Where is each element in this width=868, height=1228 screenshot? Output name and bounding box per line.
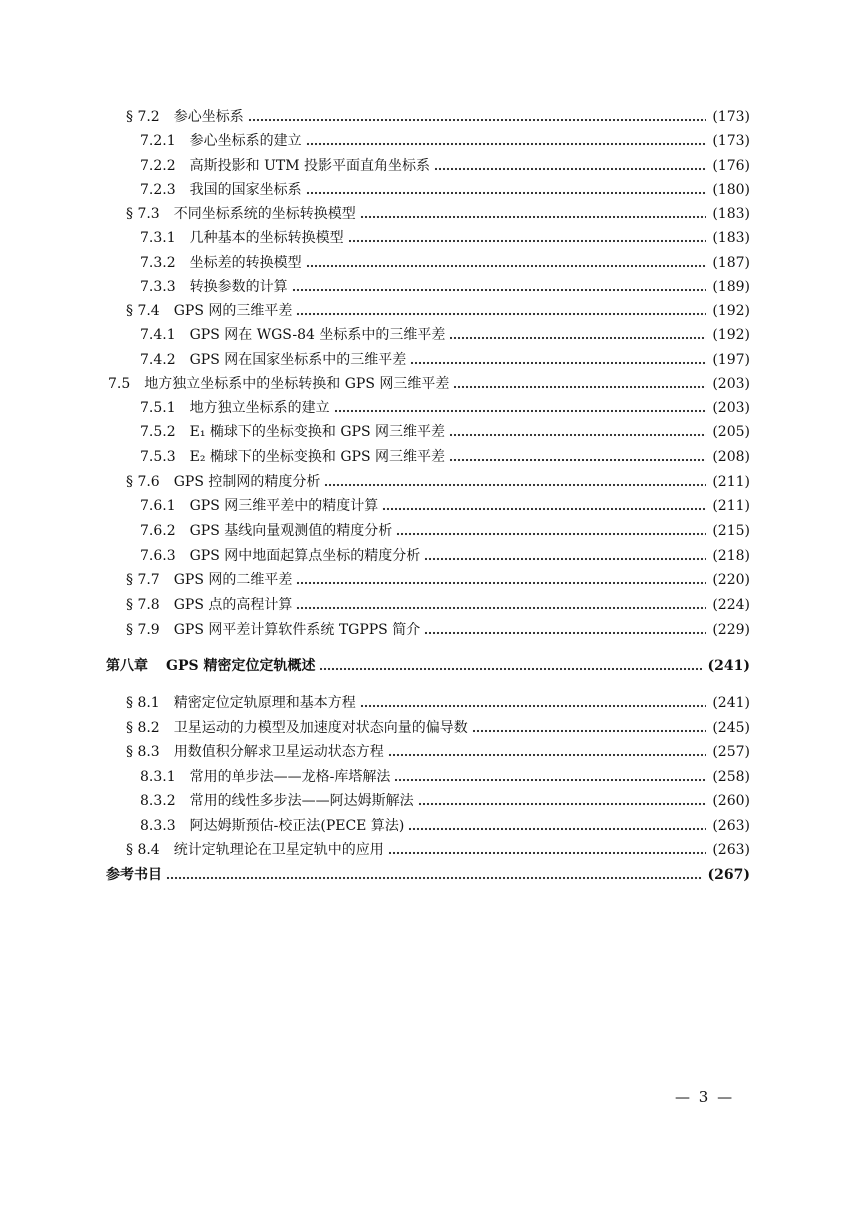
- entry-number: 7.3.2: [140, 255, 176, 271]
- entry-title: 我国的国家坐标系: [189, 182, 302, 198]
- entry-title: 精密定位定轨原理和基本方程: [173, 695, 356, 711]
- entry-number: § 8.2: [126, 720, 160, 736]
- toc-entry-references[interactable]: [106, 863, 750, 887]
- dot-leader: [360, 691, 707, 715]
- entry-page: (189): [712, 279, 750, 295]
- references-page: (267): [707, 867, 750, 883]
- toc-entry-7-5-3[interactable]: [140, 445, 750, 469]
- entry-number: 7.5.2: [140, 424, 176, 440]
- entry-title: GPS 网的二维平差: [173, 572, 293, 588]
- entry-number: § 7.2: [126, 109, 160, 125]
- entry-number: 7.4.1: [140, 327, 176, 343]
- toc-entry-7-5-2[interactable]: [140, 420, 750, 444]
- entry-title: GPS 控制网的精度分析: [173, 474, 321, 490]
- entry-page: (263): [712, 842, 750, 858]
- entry-title: E₁ 椭球下的坐标变换和 GPS 网三维平差: [189, 424, 446, 440]
- entry-title: 参心坐标系: [173, 109, 244, 125]
- entry-title: 参心坐标系的建立: [189, 133, 302, 149]
- entry-page: (218): [712, 548, 750, 564]
- dot-leader: [296, 568, 706, 592]
- entry-title: E₂ 椭球下的坐标变换和 GPS 网三维平差: [189, 449, 446, 465]
- entry-page: (260): [712, 793, 750, 809]
- toc-entry-7-3[interactable]: [126, 202, 750, 226]
- toc-entry-8-3[interactable]: [126, 740, 750, 764]
- dot-leader: [388, 740, 707, 764]
- entry-number: 7.6.2: [140, 523, 176, 539]
- entry-page: (180): [712, 182, 750, 198]
- entry-number: § 7.8: [126, 597, 160, 613]
- entry-number: § 8.3: [126, 744, 160, 760]
- entry-page: (220): [712, 572, 750, 588]
- entry-title: GPS 网在 WGS-84 坐标系中的三维平差: [189, 327, 446, 343]
- entry-title: 卫星运动的力模型及加速度对状态向量的偏导数: [173, 720, 468, 736]
- dot-leader: [418, 789, 707, 813]
- entry-page: (187): [712, 255, 750, 271]
- entry-title: GPS 网三维平差中的精度计算: [189, 498, 379, 514]
- entry-page: (258): [712, 769, 750, 785]
- toc-entry-8-4[interactable]: [126, 838, 750, 862]
- entry-title: 几种基本的坐标转换模型: [189, 230, 344, 246]
- toc-entry-7-9[interactable]: [126, 618, 750, 642]
- dot-leader: [382, 494, 706, 518]
- dot-leader: [360, 202, 707, 226]
- dot-leader: [424, 544, 706, 568]
- dot-leader: [292, 275, 707, 299]
- dot-leader: [396, 519, 706, 543]
- toc-entry-7-3-2[interactable]: [140, 251, 750, 275]
- toc-entry-7-5[interactable]: [108, 372, 750, 396]
- dot-leader: [434, 154, 706, 178]
- toc-entry-7-6[interactable]: [126, 470, 750, 494]
- entry-page: (229): [712, 622, 750, 638]
- entry-page: (203): [712, 376, 750, 392]
- dot-leader: [306, 251, 707, 275]
- entry-title: GPS 基线向量观测值的精度分析: [189, 523, 393, 539]
- toc-entry-8-3-2[interactable]: [140, 789, 750, 813]
- references-title: 参考书目: [106, 867, 162, 883]
- dot-leader: [449, 323, 706, 347]
- entry-page: (208): [712, 449, 750, 465]
- entry-page: (176): [712, 158, 750, 174]
- toc-entry-7-6-3[interactable]: [140, 544, 750, 568]
- entry-title: GPS 网中地面起算点坐标的精度分析: [189, 548, 421, 564]
- entry-number: § 7.9: [126, 622, 160, 638]
- dot-leader: [408, 814, 706, 838]
- entry-title: 高斯投影和 UTM 投影平面直角坐标系: [189, 158, 430, 174]
- entry-number: § 7.7: [126, 572, 160, 588]
- entry-page: (245): [712, 720, 750, 736]
- entry-number: 8.3.1: [140, 769, 176, 785]
- dot-leader: [296, 299, 706, 323]
- entry-title: 常用的单步法——龙格-库塔解法: [189, 769, 391, 785]
- entry-page: (211): [712, 474, 750, 490]
- entry-number: 7.5.1: [140, 400, 176, 416]
- toc-entry-7-4[interactable]: [126, 299, 750, 323]
- dot-leader: [319, 654, 701, 678]
- entry-page: (224): [712, 597, 750, 613]
- entry-number: 7.2.2: [140, 158, 176, 174]
- entry-page: (241): [712, 695, 750, 711]
- entry-title: GPS 网在国家坐标系中的三维平差: [189, 352, 407, 368]
- dot-leader: [388, 838, 707, 862]
- dot-leader: [348, 226, 707, 250]
- chapter-title: GPS 精密定位定轨概述: [166, 658, 316, 674]
- dot-leader: [306, 178, 707, 202]
- entry-number: 7.2.3: [140, 182, 176, 198]
- entry-page: (192): [712, 327, 750, 343]
- dot-leader: [410, 348, 706, 372]
- entry-number: § 8.1: [126, 695, 160, 711]
- entry-page: (183): [712, 206, 750, 222]
- entry-number: 7.5.3: [140, 449, 176, 465]
- toc-entry-8-2[interactable]: [126, 716, 750, 740]
- toc-entry-7-6-2[interactable]: [140, 519, 750, 543]
- entry-number: 7.6.3: [140, 548, 176, 564]
- dot-leader: [394, 765, 706, 789]
- dot-leader: [166, 863, 702, 887]
- dot-leader: [449, 420, 706, 444]
- entry-number: § 7.4: [126, 303, 160, 319]
- toc-entry-7-2-1[interactable]: [140, 129, 750, 153]
- entry-page: (257): [712, 744, 750, 760]
- toc-chapter-8[interactable]: [106, 654, 750, 678]
- entry-title: 坐标差的转换模型: [189, 255, 302, 271]
- dot-leader: [306, 129, 707, 153]
- toc-entry-7-7[interactable]: [126, 568, 750, 592]
- entry-title: GPS 网平差计算软件系统 TGPPS 简介: [173, 622, 421, 638]
- toc-entry-7-2-3[interactable]: [140, 178, 750, 202]
- entry-title: GPS 点的高程计算: [173, 597, 293, 613]
- entry-number: § 8.4: [126, 842, 160, 858]
- toc-entry-7-2[interactable]: [126, 105, 750, 129]
- entry-title: 转换参数的计算: [189, 279, 288, 295]
- toc-entry-8-3-1[interactable]: [140, 765, 750, 789]
- entry-number: 7.4.2: [140, 352, 176, 368]
- entry-title: 阿达姆斯预估-校正法(PECE 算法): [189, 818, 405, 834]
- entry-page: (197): [712, 352, 750, 368]
- entry-number: 7.3.3: [140, 279, 176, 295]
- entry-number: 8.3.2: [140, 793, 176, 809]
- entry-number: § 7.3: [126, 206, 160, 222]
- entry-title: 不同坐标系统的坐标转换模型: [173, 206, 356, 222]
- toc-entry-7-4-1[interactable]: [140, 323, 750, 347]
- dot-leader: [334, 396, 707, 420]
- entry-number: 8.3.3: [140, 818, 176, 834]
- entry-title: 统计定轨理论在卫星定轨中的应用: [173, 842, 384, 858]
- dot-leader: [296, 593, 706, 617]
- entry-page: (173): [712, 133, 750, 149]
- entry-number: 7.5: [108, 376, 131, 392]
- dot-leader: [449, 445, 706, 469]
- entry-number: § 7.6: [126, 474, 160, 490]
- entry-page: (203): [712, 400, 750, 416]
- toc-entry-8-3-3[interactable]: [140, 814, 750, 838]
- dot-leader: [424, 618, 706, 642]
- entry-title: 用数值积分解求卫星运动状态方程: [173, 744, 384, 760]
- entry-title: GPS 网的三维平差: [173, 303, 293, 319]
- toc-entry-7-3-3[interactable]: [140, 275, 750, 299]
- entry-page: (173): [712, 109, 750, 125]
- chapter-page: (241): [707, 658, 750, 674]
- entry-page: (183): [712, 230, 750, 246]
- toc-entry-7-4-2[interactable]: [140, 348, 750, 372]
- entry-title: 地方独立坐标系中的坐标转换和 GPS 网三维平差: [144, 376, 450, 392]
- entry-number: 7.3.1: [140, 230, 176, 246]
- entry-page: (263): [712, 818, 750, 834]
- toc-entry-7-2-2[interactable]: [140, 154, 750, 178]
- entry-number: 7.2.1: [140, 133, 176, 149]
- entry-page: (205): [712, 424, 750, 440]
- chapter-number: 第八章: [106, 658, 148, 674]
- toc-entry-8-1[interactable]: [126, 691, 750, 715]
- dot-leader: [324, 470, 706, 494]
- toc-entry-7-8[interactable]: [126, 593, 750, 617]
- entry-title: 常用的线性多步法——阿达姆斯解法: [189, 793, 414, 809]
- entry-number: 7.6.1: [140, 498, 176, 514]
- dot-leader: [472, 716, 707, 740]
- entry-page: (211): [712, 498, 750, 514]
- entry-title: 地方独立坐标系的建立: [189, 400, 330, 416]
- dot-leader: [453, 372, 706, 396]
- page-number: — 3 —: [675, 1088, 735, 1106]
- dot-leader: [248, 105, 707, 129]
- toc-entry-7-5-1[interactable]: [140, 396, 750, 420]
- toc-entry-7-3-1[interactable]: [140, 226, 750, 250]
- entry-page: (192): [712, 303, 750, 319]
- toc-entry-7-6-1[interactable]: [140, 494, 750, 518]
- entry-page: (215): [712, 523, 750, 539]
